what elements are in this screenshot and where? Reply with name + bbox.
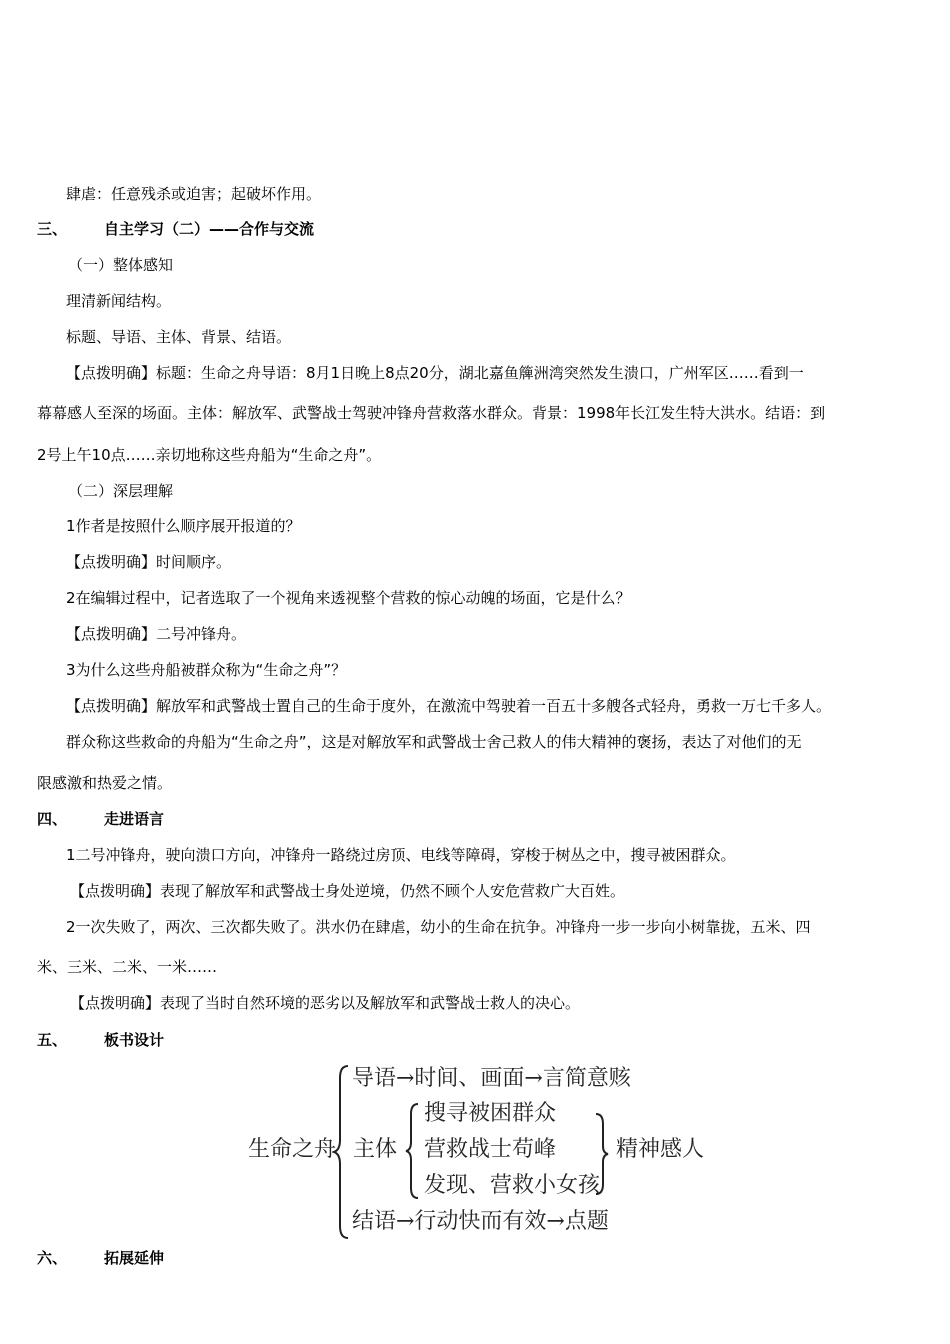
text-line: 米、三米、二米、一米…… (37, 958, 218, 976)
text-line: 限感激和热爱之情。 (37, 774, 173, 792)
diagram-body-item: 营救战士苟峰 (424, 1137, 557, 1162)
section-title: 自主学习（二）——合作与交流 (104, 220, 315, 238)
text-line: 理清新闻结构。 (66, 292, 172, 310)
text-line: 【点拨明确】标题：生命之舟导语：8月1日晚上8点20分，湖北嘉鱼簰洲湾突然发生溃口，广州军区……看到一 (66, 364, 804, 382)
answer: 【点拨明确】表现了解放军和武警战士身处逆境，仍然不顾个人安危营救广大百姓。 (70, 882, 626, 900)
section-number: 三、 (37, 220, 68, 238)
answer: 【点拨明确】二号冲锋舟。 (66, 625, 247, 643)
diagram-intro: 导语→时间、画面→言简意赅 (352, 1066, 631, 1091)
section-number: 六、 (37, 1249, 68, 1267)
section-title: 拓展延伸 (104, 1249, 165, 1267)
question: 2在编辑过程中，记者选取了一个视角来透视整个营救的惊心动魄的场面，它是什么？ (66, 589, 631, 607)
question: 3为什么这些舟船被群众称为“生命之舟”？ (66, 661, 347, 679)
section-number: 四、 (37, 810, 68, 828)
text-line: 肆虐：任意残杀或迫害；起破坏作用。 (66, 185, 322, 203)
diagram-ending: 结语→行动快而有效→点题 (352, 1209, 609, 1234)
answer: 【点拨明确】时间顺序。 (66, 553, 232, 571)
section-title: 板书设计 (104, 1031, 165, 1049)
diagram-body-label: 主体 (353, 1137, 398, 1162)
section-number: 五、 (37, 1031, 68, 1049)
section-title: 走进语言 (104, 810, 165, 828)
answer: 【点拨明确】表现了当时自然环境的恶劣以及解放军和武警战士救人的决心。 (70, 994, 581, 1012)
body-brace-right (594, 1112, 612, 1196)
subsection-title: （一）整体感知 (68, 256, 174, 274)
diagram-root: 生命之舟 (248, 1137, 337, 1162)
subsection-title: （二）深层理解 (68, 482, 174, 500)
text-line: 标题、导语、主体、背景、结语。 (66, 328, 292, 346)
example: 1二号冲锋舟，驶向溃口方向，冲锋舟一路绕过房顶、电线等障碍，穿梭于树丛之中，搜寻被困群众。 (66, 846, 736, 864)
diagram-body-item: 搜寻被困群众 (424, 1101, 557, 1126)
question: 1作者是按照什么顺序展开报道的？ (66, 517, 301, 535)
example: 2一次失败了，两次、三次都失败了。洪水仍在肆虐，幼小的生命在抗争。冲锋舟一步一步向小树靠拢，五米、四 (66, 918, 811, 936)
diagram-body-result: 精神感人 (616, 1137, 705, 1162)
text-line: 幕幕感人至深的场面。主体：解放军、武警战士驾驶冲锋舟营救落水群众。背景：1998年长江发生特大洪水。结语：到 (37, 404, 826, 422)
text-line: 群众称这些救命的舟船为“生命之舟”，这是对解放军和武警战士舍己救人的伟大精神的褒扬，表达了对他们的无 (66, 733, 802, 751)
diagram-body-item: 发现、营救小女孩 (424, 1173, 601, 1198)
answer: 【点拨明确】解放军和武警战士置自己的生命于度外，在激流中驾驶着一百五十多艘各式轻舟，勇救一万七千多人。 (66, 697, 832, 715)
body-brace-left (404, 1102, 422, 1200)
text-line: 2号上午10点……亲切地称这些舟船为“生命之舟”。 (37, 446, 382, 464)
main-brace (332, 1064, 352, 1240)
